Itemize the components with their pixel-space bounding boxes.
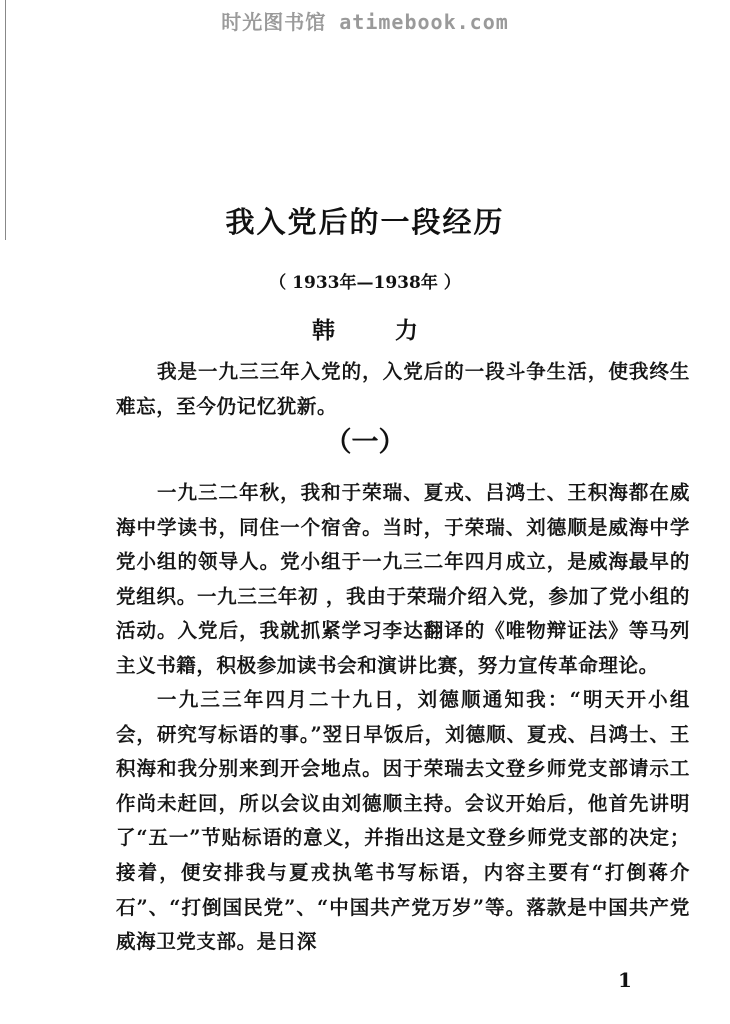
author-given-name: 力 (395, 318, 418, 344)
section-heading: （一） (324, 427, 406, 458)
body-paragraph: 一九三二年秋，我和于荣瑞、夏戎、吕鸿士、王积海都在威海中学读书，同住一个宿舍。当时，于荣瑞、刘德顺是威海中学党小组的领导人。党小组于一九三二年四月成立，是威海最早的党组织。一九三三年初 ，我由于荣瑞介绍入党，参加了党小组的活动。入党后，我就抓紧学习李达翻译的《唯物辩证法》等马列主义书籍，积极参加读书会和演讲比赛，努力宣传革命理论。 (116, 481, 690, 677)
article-author (0, 312, 730, 345)
article-title: 我入党后的一段经历 (225, 205, 505, 239)
body-paragraph: 一九三三年四月二十九日，刘德顺通知我：“明天开小组会，研究写标语的事。”翌日早饭后，刘德顺、夏戎、吕鸿士、王积海和我分别来到开会地点。因于荣瑞去文登乡师党支部请示工作尚未赶回，所以会议由刘德顺主持。会议开始后，他首先讲明了“五一”节贴标语的意义，并指出这是文登乡师党支部的决定；接着，便安排我与夏戎执笔书写标语，内容主要有“打倒蒋介石”、“打倒国民党”、“中国共产党万岁”等。落款是中国共产党威海卫党支部。是日深 (116, 688, 690, 954)
article-subtitle: （ 1933年—1938年 ） (269, 273, 461, 293)
watermark: 时光图书馆 atimebook.com (221, 10, 509, 34)
intro-paragraph: 我是一九三三年入党的，入党后的一段斗争生活，使我终生难忘，至今仍记忆犹新。 (116, 360, 690, 418)
author-surname: 韩 (312, 318, 335, 344)
page-number: 1 (618, 968, 632, 992)
